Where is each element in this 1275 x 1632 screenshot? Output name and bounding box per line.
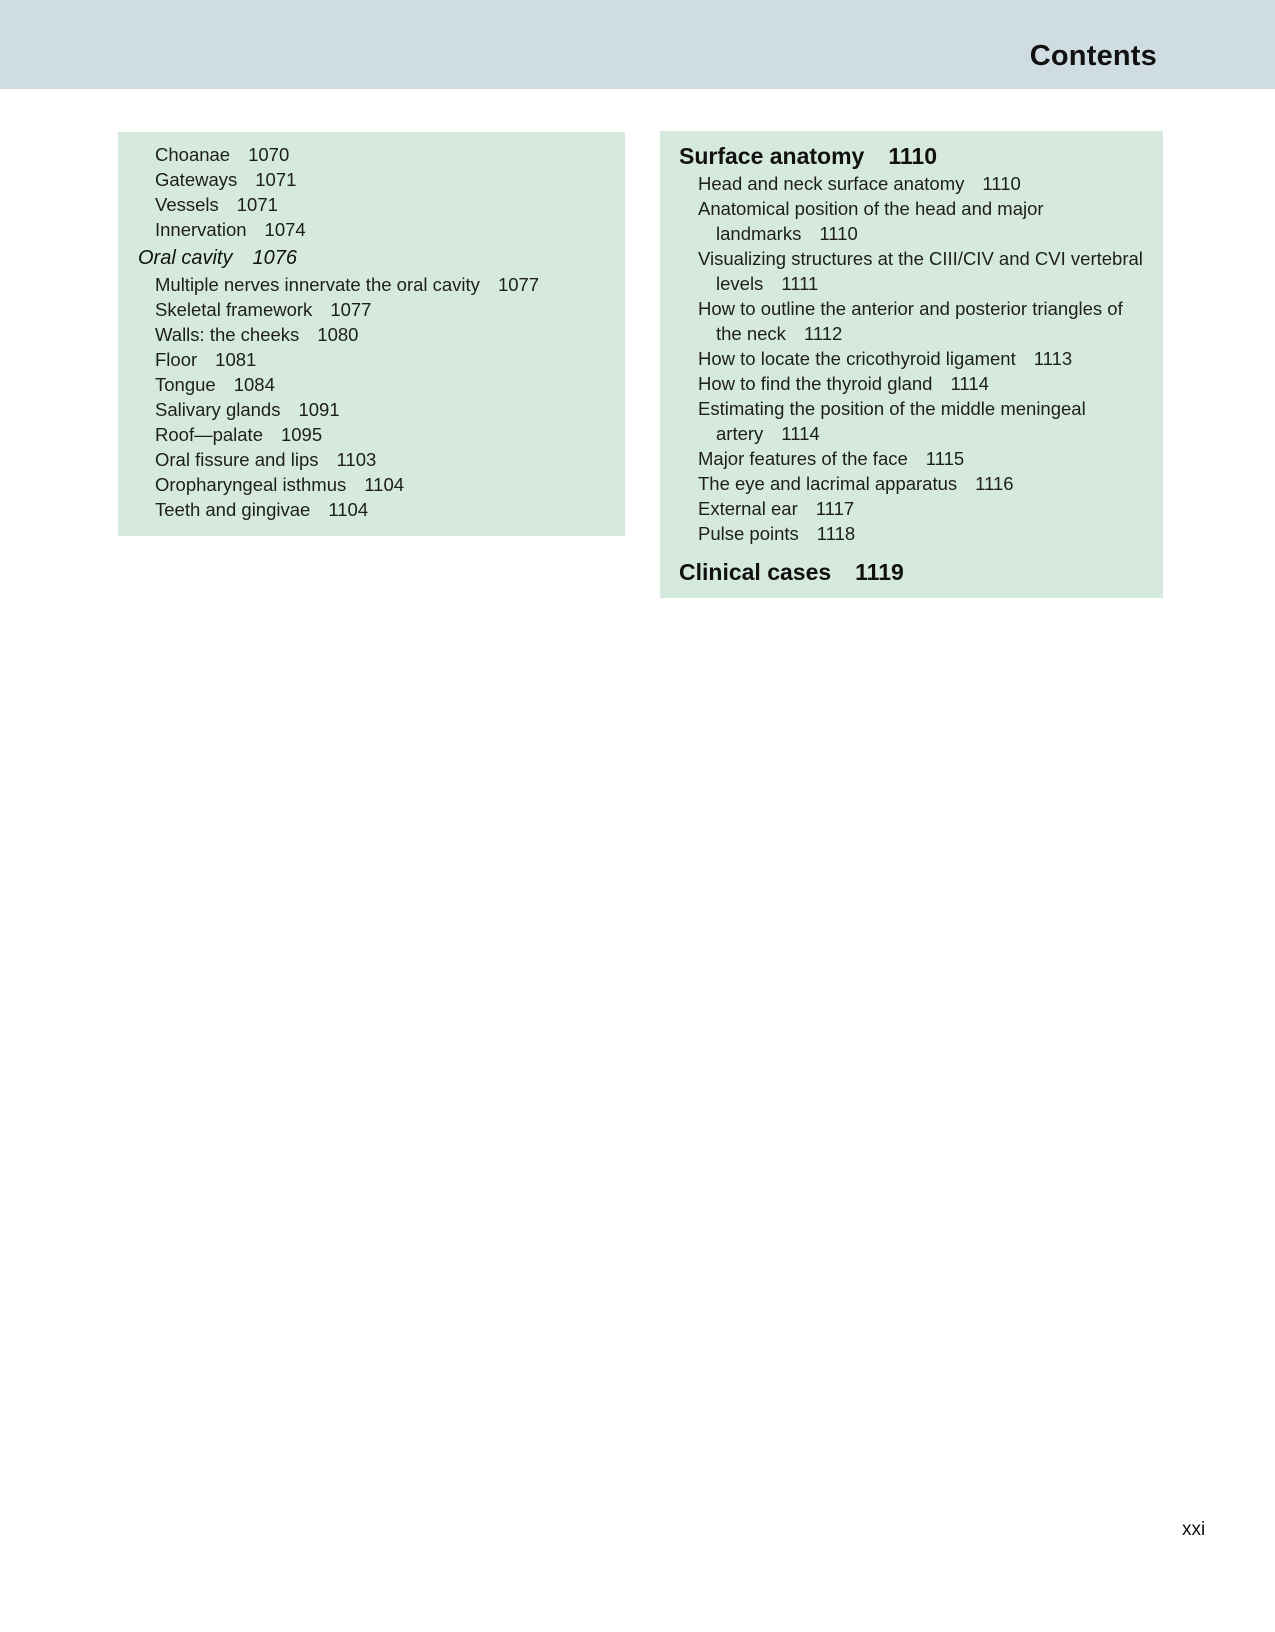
toc-entry-label: Skeletal framework [155,299,313,320]
page-title: Contents [1029,40,1157,72]
toc-entry-label: Innervation [155,219,247,240]
toc-entry-page: 1114 [950,373,989,394]
toc-section-label: Surface anatomy [679,143,865,169]
toc-entry-label: Walls: the cheeks [155,324,300,345]
toc-section-page: 1119 [855,559,904,585]
toc-entry[interactable] [660,446,1163,471]
toc-section-surface-anatomy[interactable] [660,141,1163,171]
toc-entry[interactable] [118,272,625,297]
toc-entry[interactable] [118,347,625,372]
toc-entry-label: How to find the thyroid gland [698,373,933,394]
toc-entry[interactable] [118,192,625,217]
toc-entry[interactable] [660,396,1163,446]
toc-entry-page: 1077 [330,299,372,320]
toc-entry-page: 1110 [819,223,858,244]
toc-entry-label: Salivary glands [155,399,281,420]
toc-entry-page: 1104 [364,474,405,495]
toc-entry-label: Pulse points [698,523,799,544]
toc-entry-label: Major features of the face [698,448,908,469]
toc-entry-label: Oral fissure and lips [155,449,319,470]
toc-entry-page: 1114 [781,423,820,444]
page-number: xxi [1182,1519,1206,1540]
toc-entry[interactable] [118,372,625,397]
toc-entry-page: 1084 [233,374,275,395]
toc-entry-label: Gateways [155,169,238,190]
toc-entry-label: Head and neck surface anatomy [698,173,965,194]
toc-entry-page: 1071 [236,194,278,215]
toc-entry-label: How to locate the cricothyroid ligament [698,348,1016,369]
toc-entry-page: 1070 [248,144,290,165]
toc-entry-page: 1115 [925,448,965,469]
toc-entry-label-cont: artery [716,423,764,444]
toc-entry-label: Floor [155,349,198,370]
toc-entry-label: Visualizing structures at the CIII/CIV and CVI vertebral [698,248,1143,269]
toc-section-page: 1110 [888,143,937,169]
toc-entry[interactable] [660,496,1163,521]
toc-entry[interactable] [118,142,625,167]
toc-entry[interactable] [660,196,1163,246]
toc-entry-label: Teeth and gingivae [155,499,311,520]
header-band [0,0,1275,89]
toc-entry-page: 1118 [816,523,856,544]
toc-entry-label: How to outline the anterior and posterior triangles of [698,298,1123,319]
toc-entry-label-cont: levels [716,273,764,294]
toc-entry-page: 1074 [264,219,306,240]
toc-entry-page: 1117 [815,498,855,519]
toc-entry[interactable] [118,322,625,347]
toc-entry[interactable] [660,171,1163,196]
toc-entry-page: 1071 [255,169,297,190]
toc-section-page: 1076 [252,247,297,269]
toc-entry[interactable] [118,217,625,242]
toc-entry-page: 1104 [328,499,369,520]
toc-section-label: Clinical cases [679,559,832,585]
toc-entry-page: 1116 [975,473,1014,494]
toc-entry-label: The eye and lacrimal apparatus [698,473,958,494]
toc-entry-page: 1091 [298,399,340,420]
toc-panel-left [118,132,625,536]
toc-entry-page: 1112 [803,323,843,344]
toc-panel-right [660,131,1163,598]
toc-entry[interactable] [118,497,625,522]
toc-entry-label-cont: the neck [716,323,786,344]
toc-section-oral-cavity[interactable] [118,244,625,272]
toc-section-label: Oral cavity [138,247,233,269]
toc-entry-label: Oropharyngeal isthmus [155,474,347,495]
toc-entry-label: Vessels [155,194,219,215]
toc-entry-page: 1110 [982,173,1021,194]
toc-entry[interactable] [660,246,1163,296]
toc-entry-page: 1080 [317,324,359,345]
toc-entry-page: 1113 [1033,348,1073,369]
toc-entry-page: 1103 [336,449,377,470]
toc-entry[interactable] [118,472,625,497]
toc-entry[interactable] [660,471,1163,496]
toc-entry-label: Tongue [155,374,216,395]
toc-entry[interactable] [118,297,625,322]
toc-section-clinical-cases[interactable] [660,557,1163,587]
toc-entry[interactable] [118,447,625,472]
toc-entry-page: 1095 [280,424,323,445]
toc-entry-page: 1111 [781,273,819,294]
toc-entry[interactable] [660,296,1163,346]
toc-entry-label: Anatomical position of the head and major [698,198,1044,219]
toc-entry-page: 1081 [215,349,257,370]
toc-entry-label: Estimating the position of the middle meningeal [698,398,1086,419]
toc-entry-label-cont: landmarks [716,223,802,244]
toc-entry-label: Roof—palate [155,424,263,445]
toc-entry[interactable] [660,521,1163,546]
toc-entry-label: Choanae [155,144,231,165]
toc-entry[interactable] [118,167,625,192]
toc-entry[interactable] [660,371,1163,396]
toc-entry-page: 1077 [497,274,540,295]
toc-entry-label: Multiple nerves innervate the oral cavity [155,274,480,295]
toc-entry-label: External ear [698,498,798,519]
toc-entry[interactable] [118,422,625,447]
toc-entry[interactable] [118,397,625,422]
toc-entry[interactable] [660,346,1163,371]
